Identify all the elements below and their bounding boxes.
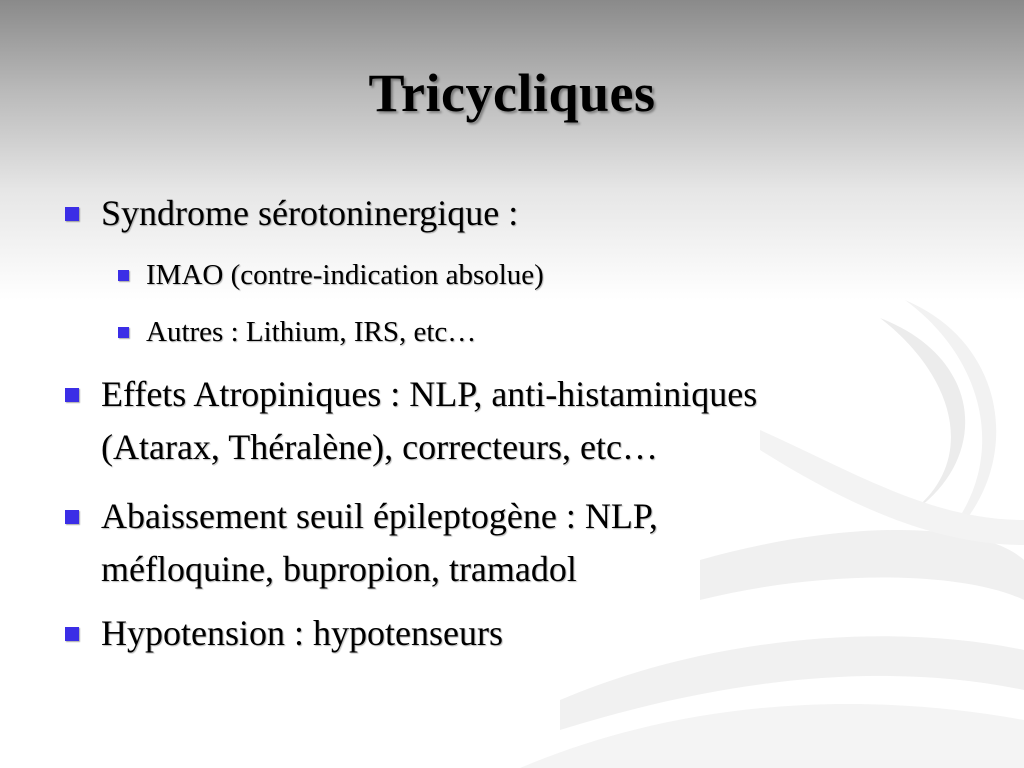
bullet-text-line-1: Effets Atropiniques : NLP, anti-histaminiques bbox=[101, 374, 758, 414]
bullet-text-line-2: méfloquine, bupropion, tramadol bbox=[101, 549, 577, 589]
bullet-item-abaissement-seuil bbox=[65, 490, 945, 596]
square-bullet-icon bbox=[118, 270, 129, 281]
bullet-text-line-2: (Atarax, Théralène), correcteurs, etc… bbox=[101, 427, 659, 467]
square-bullet-icon bbox=[65, 627, 79, 641]
bullet-item-syndrome-serotoninergique bbox=[65, 187, 945, 240]
bullet-text: IMAO (contre-indication absolue) bbox=[146, 259, 544, 291]
square-bullet-icon bbox=[65, 207, 79, 221]
sub-bullet-item-autres bbox=[118, 312, 938, 352]
bullet-text-line-1: Abaissement seuil épileptogène : NLP, bbox=[101, 496, 658, 536]
bullet-text: Hypotension : hypotenseurs bbox=[101, 613, 503, 653]
sub-bullet-item-imao bbox=[118, 255, 938, 295]
square-bullet-icon bbox=[118, 327, 129, 338]
square-bullet-icon bbox=[65, 388, 79, 402]
bullet-item-hypotension bbox=[65, 607, 945, 660]
square-bullet-icon bbox=[65, 510, 79, 524]
bullet-item-effets-atropiniques bbox=[65, 368, 945, 474]
bullet-text: Autres : Lithium, IRS, etc… bbox=[146, 316, 477, 348]
slide-title: Tricycliques bbox=[368, 63, 656, 123]
bullet-text: Syndrome sérotoninergique : bbox=[101, 193, 519, 233]
